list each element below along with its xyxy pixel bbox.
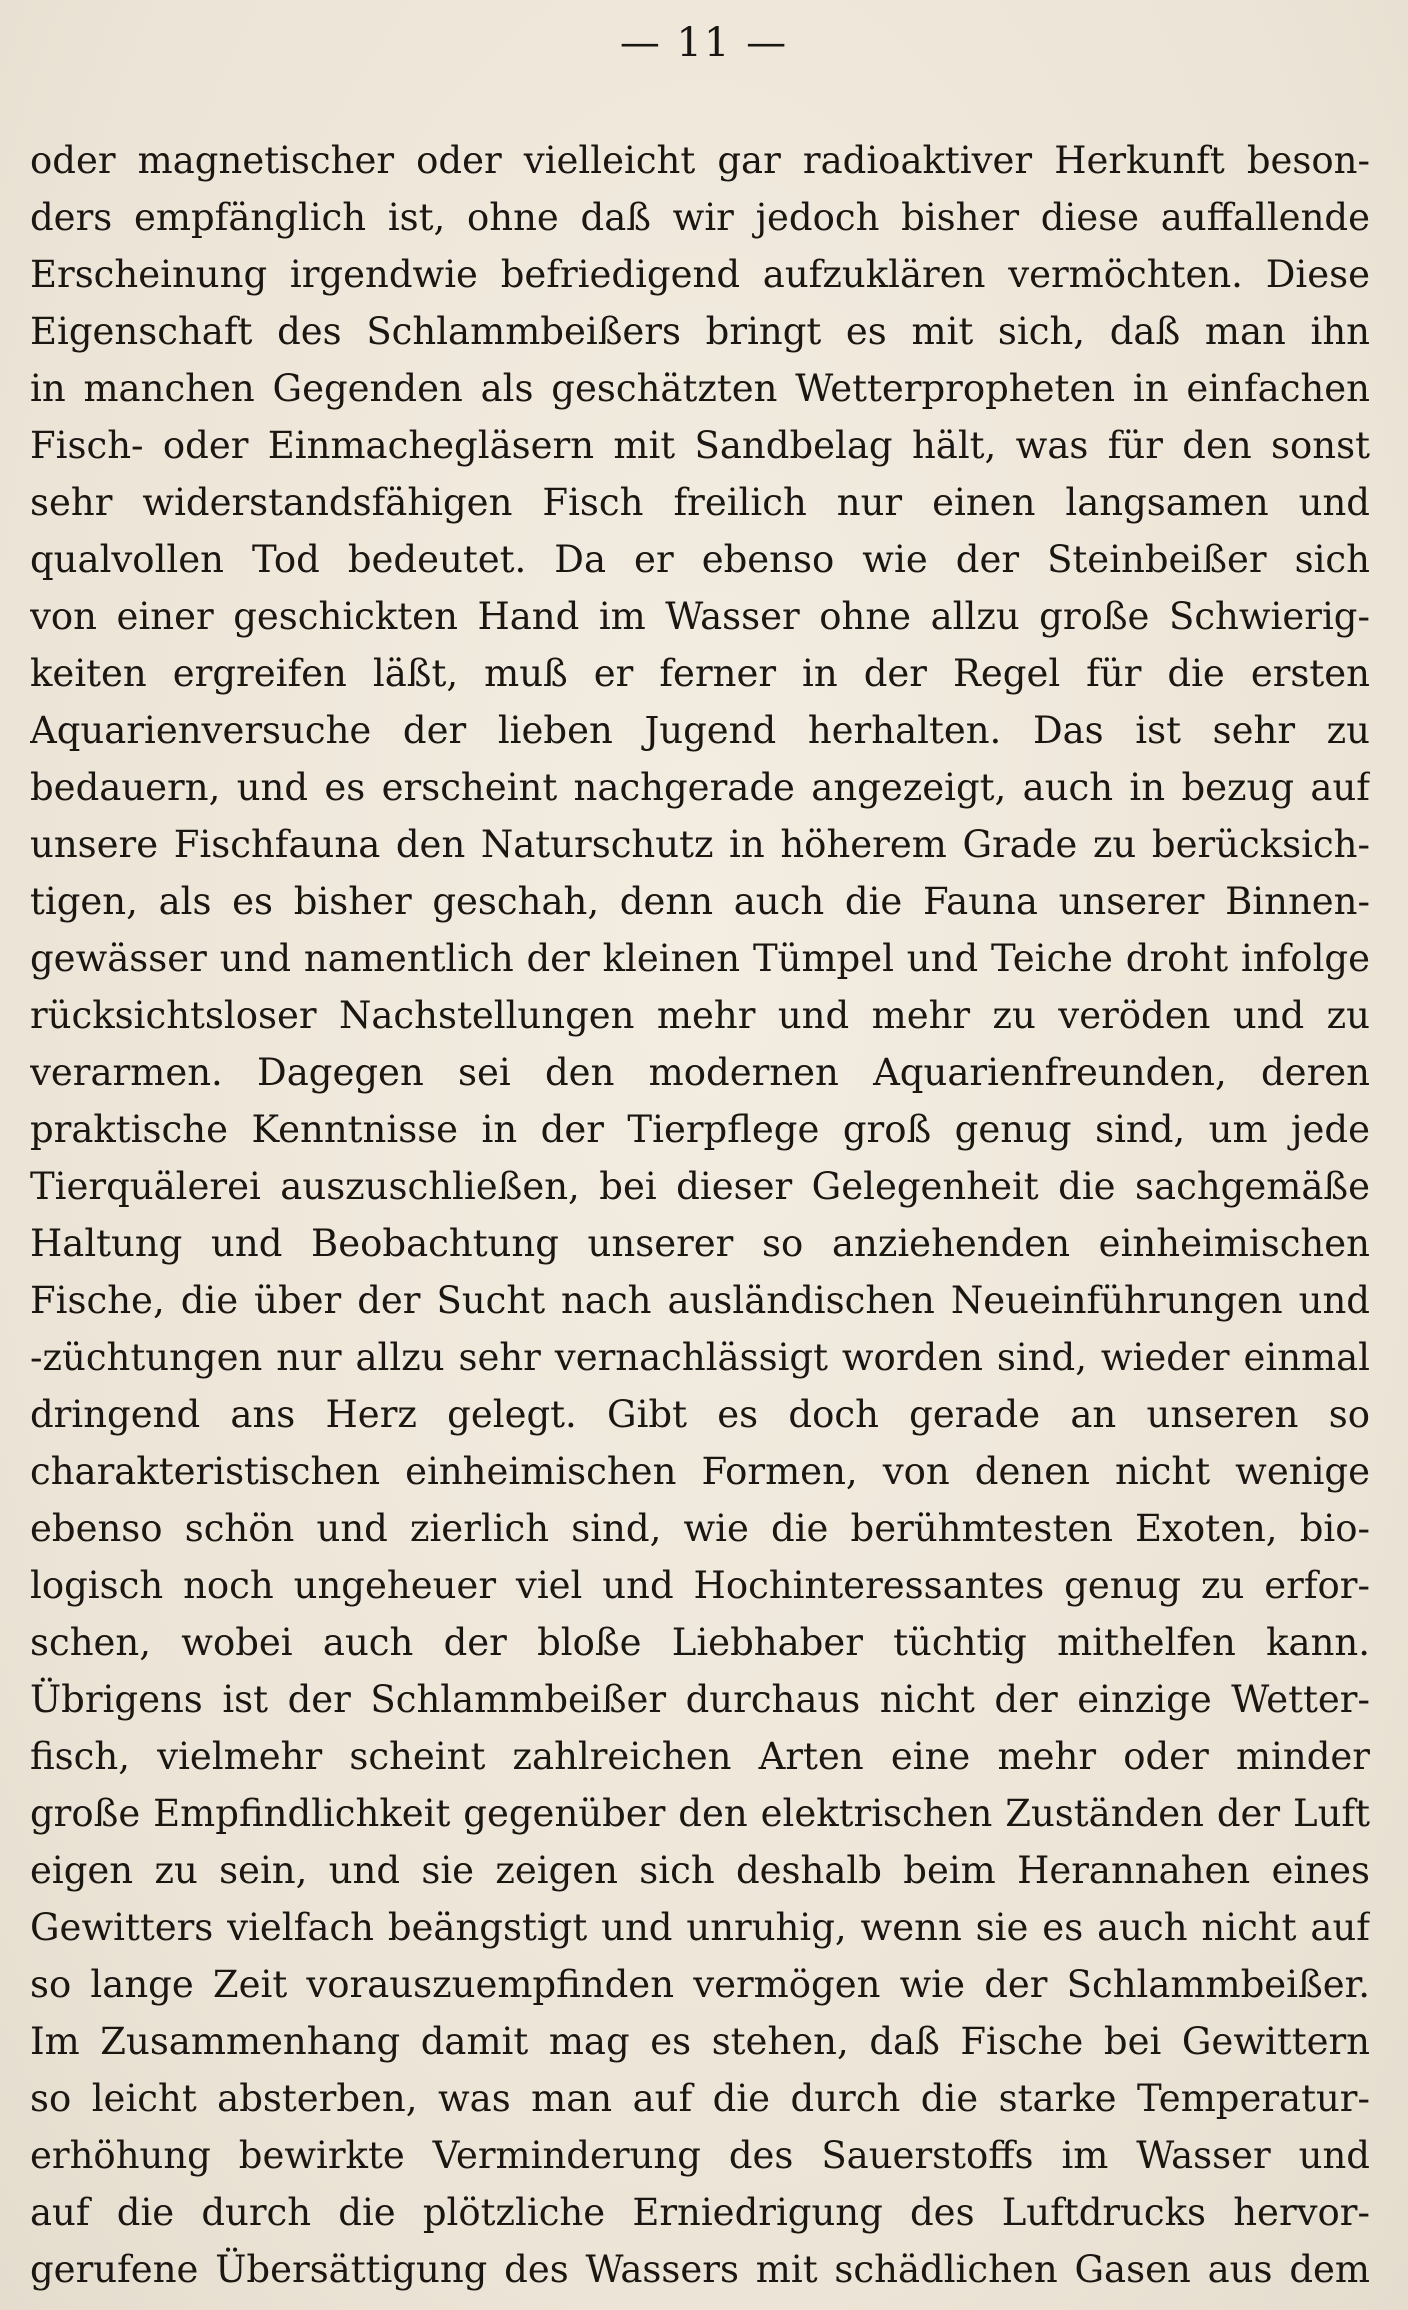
text-line: ders empfänglich ist, ohne daß wir jedoch bisher diese auffallende — [30, 196, 1370, 239]
text-line: verarmen. Dagegen sei den modernen Aquarienfreunden, deren — [30, 1051, 1370, 1094]
text-line: so leicht absterben, was man auf die durch die starke Temperatur- — [30, 2077, 1370, 2120]
text-line: Eigenschaft des Schlammbeißers bringt es mit sich, daß man ihn — [30, 310, 1370, 353]
text-line: von einer geschickten Hand im Wasser ohne allzu große Schwierig- — [30, 595, 1370, 638]
text-line: tigen, als es bisher geschah, denn auch die Fauna unserer Binnen- — [30, 880, 1370, 923]
text-line: in manchen Gegenden als geschätzten Wetterpropheten in einfachen — [30, 367, 1370, 410]
text-line: bedauern, und es erscheint nachgerade angezeigt, auch in bezug auf — [30, 766, 1370, 809]
text-line: -züchtungen nur allzu sehr vernachlässigt worden sind, wieder einmal — [30, 1336, 1370, 1379]
text-line: Gewitters vielfach beängstigt und unruhig, wenn sie es auch nicht auf — [30, 1906, 1370, 1949]
text-line: Fisch- oder Einmachegläsern mit Sandbelag hält, was für den sonst — [30, 424, 1370, 467]
text-line: große Empfindlichkeit gegenüber den elektrischen Zuständen der Luft — [30, 1792, 1370, 1835]
text-line: Haltung und Beobachtung unserer so anziehenden einheimischen — [30, 1222, 1370, 1265]
text-line: rücksichtsloser Nachstellungen mehr und mehr zu veröden und zu — [30, 994, 1370, 1037]
text-line: Aquarienversuche der lieben Jugend herhalten. Das ist sehr zu — [30, 709, 1370, 752]
text-line: sehr widerstandsfähigen Fisch freilich nur einen langsamen und — [30, 481, 1370, 524]
text-line: Im Zusammenhang damit mag es stehen, daß Fische bei Gewittern — [30, 2020, 1370, 2063]
text-line: unsere Fischfauna den Naturschutz in höherem Grade zu berücksich- — [30, 823, 1370, 866]
text-line: so lange Zeit vorauszuempfinden vermögen wie der Schlammbeißer. — [30, 1963, 1370, 2006]
text-line: eigen zu sein, und sie zeigen sich deshalb beim Herannahen eines — [30, 1849, 1370, 1892]
text-line: Übrigens ist der Schlammbeißer durchaus nicht der einzige Wetter- — [30, 1678, 1370, 1721]
text-line: oder magnetischer oder vielleicht gar radioaktiver Herkunft beson- — [30, 139, 1370, 182]
text-line: Erscheinung irgendwie befriedigend aufzuklären vermöchten. Diese — [30, 253, 1370, 296]
text-line: dringend ans Herz gelegt. Gibt es doch gerade an unseren so — [30, 1393, 1370, 1436]
text-line: gewässer und namentlich der kleinen Tümpel und Teiche droht infolge — [30, 937, 1370, 980]
text-line: qualvollen Tod bedeutet. Da er ebenso wie der Steinbeißer sich — [30, 538, 1370, 581]
text-line: charakteristischen einheimischen Formen, von denen nicht wenige — [30, 1450, 1370, 1493]
text-line: gerufene Übersättigung des Wassers mit schädlichen Gasen aus dem — [30, 2248, 1370, 2291]
text-line: Tierquälerei auszuschließen, bei dieser Gelegenheit die sachgemäße — [30, 1165, 1370, 1208]
text-line: keiten ergreifen läßt, muß er ferner in der Regel für die ersten — [30, 652, 1370, 695]
body-text — [30, 132, 1370, 2298]
text-line: logisch noch ungeheuer viel und Hochinteressantes genug zu erfor- — [30, 1564, 1370, 1607]
text-line: Fische, die über der Sucht nach ausländischen Neueinführungen und — [30, 1279, 1370, 1322]
page-number: — 11 — — [619, 20, 789, 66]
text-line: auf die durch die plötzliche Erniedrigung des Luftdrucks hervor- — [30, 2191, 1370, 2234]
text-line: erhöhung bewirkte Verminderung des Sauerstoffs im Wasser und — [30, 2134, 1370, 2177]
text-line: fisch, vielmehr scheint zahlreichen Arten eine mehr oder minder — [30, 1735, 1370, 1778]
text-line: schen, wobei auch der bloße Liebhaber tüchtig mithelfen kann. — [30, 1621, 1370, 1664]
text-line: ebenso schön und zierlich sind, wie die berühmtesten Exoten, bio- — [30, 1507, 1370, 1550]
text-line: praktische Kenntnisse in der Tierpflege groß genug sind, um jede — [30, 1108, 1370, 1151]
